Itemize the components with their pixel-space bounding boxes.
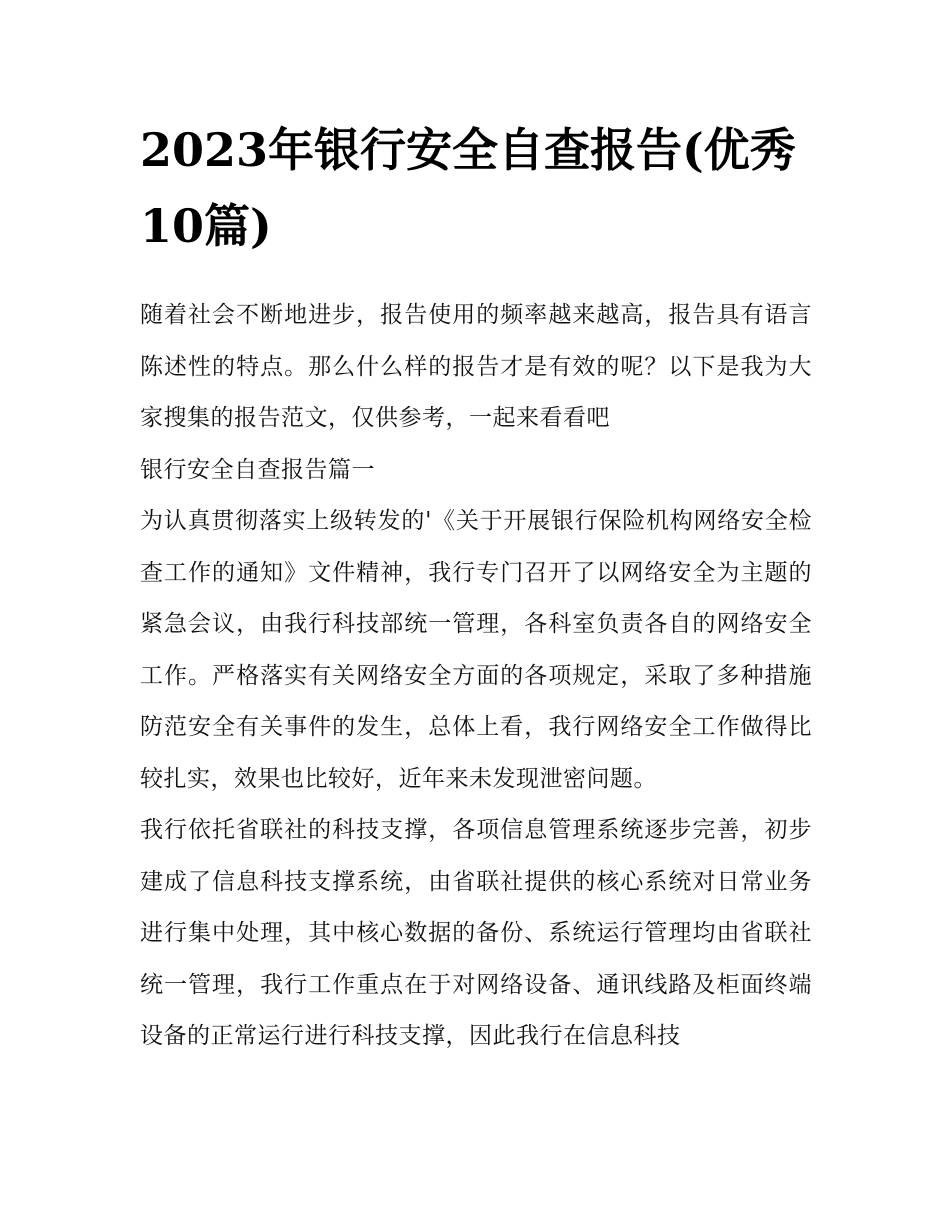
body-paragraph: 为认真贯彻落实上级转发的'《关于开展银行保险机构网络安全检查工作的通知》文件精神，我行专门召开了以网络安全为主题的紧急会议，由我行科技部统一管理，各科室负责各自的网络安全工作。严格落实有关网络安全方面的各项规定，采取了多种措施防范安全有关事件的发生，总体上看，我行网络安全工作做得比较扎实，效果也比较好，近年来未发现泄密问题。: [140, 508, 812, 792]
section-heading: 银行安全自查报告篇一: [140, 456, 375, 483]
document-body: [140, 290, 812, 1063]
intro-paragraph: 随着社会不断地进步，报告使用的频率越来越高，报告具有语言陈述性的特点。那么什么样的报告才是有效的呢？以下是我为大家搜集的报告范文，仅供参考，一起来看看吧: [140, 302, 812, 431]
body-paragraph: 我行依托省联社的科技支撑，各项信息管理系统逐步完善，初步建成了信息科技支撑系统，由省联社提供的核心系统对日常业务进行集中处理，其中核心数据的备份、系统运行管理均由省联社统一管理，我行工作重点在于对网络设备、通讯线路及柜面终端设备的正常运行进行科技支撑，因此我行在信息科技: [140, 817, 812, 1049]
document-title: 2023年银行安全自查报告(优秀10篇): [140, 123, 796, 253]
document-page: [140, 112, 812, 1063]
